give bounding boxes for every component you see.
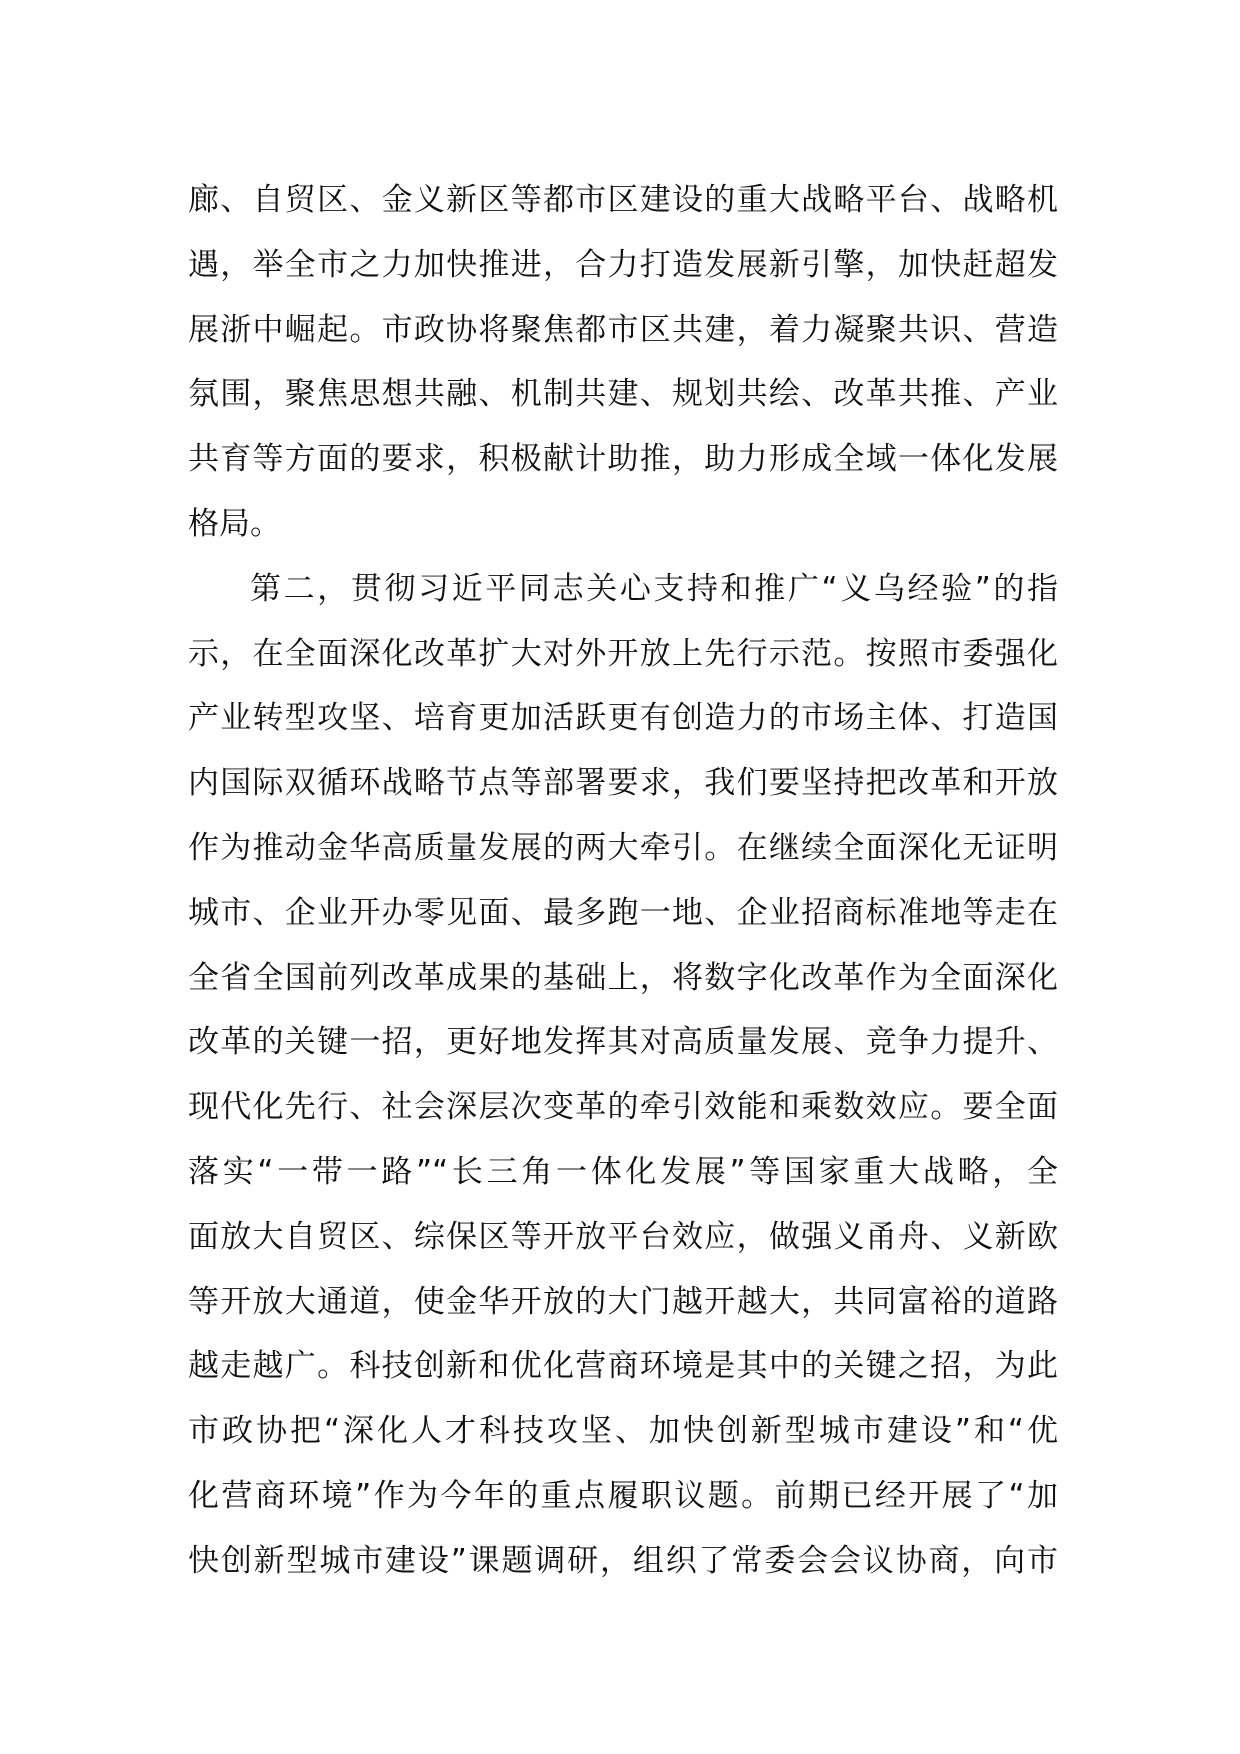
- text-line: 产业转型攻坚、培育更加活跃更有创造力的市场主体、打造国: [188, 700, 1058, 737]
- text-line: 市政协把“深化人才科技攻坚、加快创新型城市建设”和“优: [188, 1413, 1058, 1450]
- text-line: 等开放大通道，使金华开放的大门越开越大，共同富裕的道路: [188, 1283, 1058, 1320]
- paragraph-start-line: 第二，贯彻习近平同志关心支持和推广“义乌经验”的指: [250, 570, 1058, 607]
- text-line: 改革的关键一招，更好地发挥其对高质量发展、竞争力提升、: [188, 1024, 1058, 1061]
- text-line: 越走越广。科技创新和优化营商环境是其中的关键之招，为此: [188, 1348, 1058, 1385]
- text-line: 氛围，聚焦思想共融、机制共建、规划共绘、改革共推、产业: [188, 376, 1058, 413]
- text-line: 快创新型城市建设”课题调研，组织了常委会会议协商，向市: [188, 1542, 1058, 1579]
- text-line: 内国际双循环战略节点等部署要求，我们要坚持把改革和开放: [188, 765, 1058, 802]
- text-line: 共育等方面的要求，积极献计助推，助力形成全域一体化发展: [188, 441, 1058, 478]
- text-line: 格局。: [188, 505, 281, 542]
- text-line: 化营商环境”作为今年的重点履职议题。前期已经开展了“加: [188, 1477, 1058, 1514]
- text-line: 城市、企业开办零见面、最多跑一地、企业招商标准地等走在: [188, 894, 1058, 931]
- text-line: 落实“一带一路”“长三角一体化发展”等国家重大战略，全: [188, 1153, 1058, 1190]
- text-line: 示，在全面深化改革扩大对外开放上先行示范。按照市委强化: [188, 635, 1058, 672]
- text-line: 作为推动金华高质量发展的两大牵引。在继续全面深化无证明: [188, 829, 1058, 866]
- text-line: 面放大自贸区、综保区等开放平台效应，做强义甬舟、义新欧: [188, 1218, 1058, 1255]
- body-text: [188, 168, 1058, 1594]
- text-line: 遇，举全市之力加快推进，合力打造发展新引擎，加快赶超发: [188, 246, 1058, 283]
- text-line: 廊、自贸区、金义新区等都市区建设的重大战略平台、战略机: [188, 182, 1058, 218]
- text-line: 全省全国前列改革成果的基础上，将数字化改革作为全面深化: [188, 959, 1058, 996]
- text-line: 现代化先行、社会深层次变革的牵引效能和乘数效应。要全面: [188, 1089, 1058, 1126]
- text-line: 展浙中崛起。市政协将聚焦都市区共建，着力凝聚共识、营造: [188, 311, 1058, 348]
